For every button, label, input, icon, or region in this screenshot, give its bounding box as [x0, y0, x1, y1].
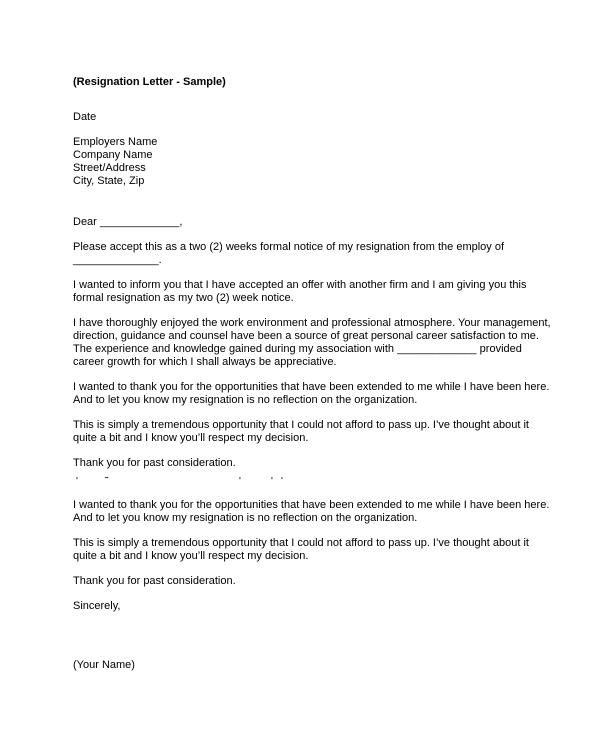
paragraph-line: Thank you for past consideration.	[73, 575, 236, 587]
artifact-mark: '	[76, 476, 78, 487]
paragraph-line: career growth for which I shall always be appreciative.	[73, 356, 337, 368]
company-name: Company Name	[73, 149, 153, 161]
text-artifact-marks	[73, 476, 553, 490]
resignation-letter	[73, 76, 553, 672]
artifact-mark: '	[271, 476, 273, 487]
paragraph-line: This is simply a tremendous opportunity that I could not afford to pass up. I’ve thought about it	[73, 537, 529, 549]
paragraph-line: I wanted to thank you for the opportunities that have been extended to me while I have been here.	[73, 499, 550, 511]
paragraph-appreciation	[73, 317, 553, 369]
street-address: Street/Address	[73, 162, 146, 174]
paragraph-thanks	[73, 381, 553, 407]
paragraph-line: And to let you know my resignation is no reflection on the organization.	[73, 394, 418, 406]
artifact-mark: '	[281, 476, 283, 487]
signature-line: (Your Name)	[73, 659, 135, 671]
artifact-mark: ˜	[105, 476, 109, 487]
paragraph-opportunity-repeat	[73, 537, 553, 563]
paragraph-line: I wanted to inform you that I have accepted an offer with another firm and I am giving you this	[73, 279, 527, 291]
paragraph-consideration	[73, 457, 553, 470]
letter-title: (Resignation Letter - Sample)	[73, 76, 226, 88]
artifact-mark: '	[239, 476, 241, 487]
paragraph-line: I have thoroughly enjoyed the work environment and professional atmosphere. Your management,	[73, 317, 551, 329]
paragraph-line: I wanted to thank you for the opportunities that have been extended to me while I have been here.	[73, 381, 550, 393]
salutation: Dear _____________,	[73, 216, 183, 228]
paragraph-thanks-repeat	[73, 499, 553, 525]
paragraph-consideration-repeat	[73, 575, 553, 588]
paragraph-new-offer	[73, 279, 553, 305]
date-line: Date	[73, 111, 97, 123]
city-state-zip: City, State, Zip	[73, 175, 145, 187]
closing-line: Sincerely,	[73, 600, 121, 612]
paragraph-line: And to let you know my resignation is no reflection on the organization.	[73, 512, 418, 524]
paragraph-line: This is simply a tremendous opportunity that I could not afford to pass up. I’ve thought about it	[73, 419, 529, 431]
paragraph-opportunity	[73, 419, 553, 445]
paragraph-line: direction, guidance and counsel have been a source of great personal career satisfaction to me.	[73, 330, 539, 342]
paragraph-notice	[73, 241, 553, 267]
recipient-address	[73, 136, 553, 188]
paragraph-line: Thank you for past consideration.	[73, 457, 236, 469]
paragraph-line: Please accept this as a two (2) weeks formal notice of my resignation from the employ of	[73, 241, 505, 253]
paragraph-line: quite a bit and I know you’ll respect my decision.	[73, 432, 309, 444]
paragraph-line: The experience and knowledge gained during my association with _____________ provided	[73, 343, 522, 355]
paragraph-line: formal resignation as my two (2) week notice.	[73, 292, 294, 304]
paragraph-line: quite a bit and I know you’ll respect my decision.	[73, 550, 309, 562]
paragraph-line: ______________.	[73, 254, 162, 266]
employer-name: Employers Name	[73, 136, 158, 148]
